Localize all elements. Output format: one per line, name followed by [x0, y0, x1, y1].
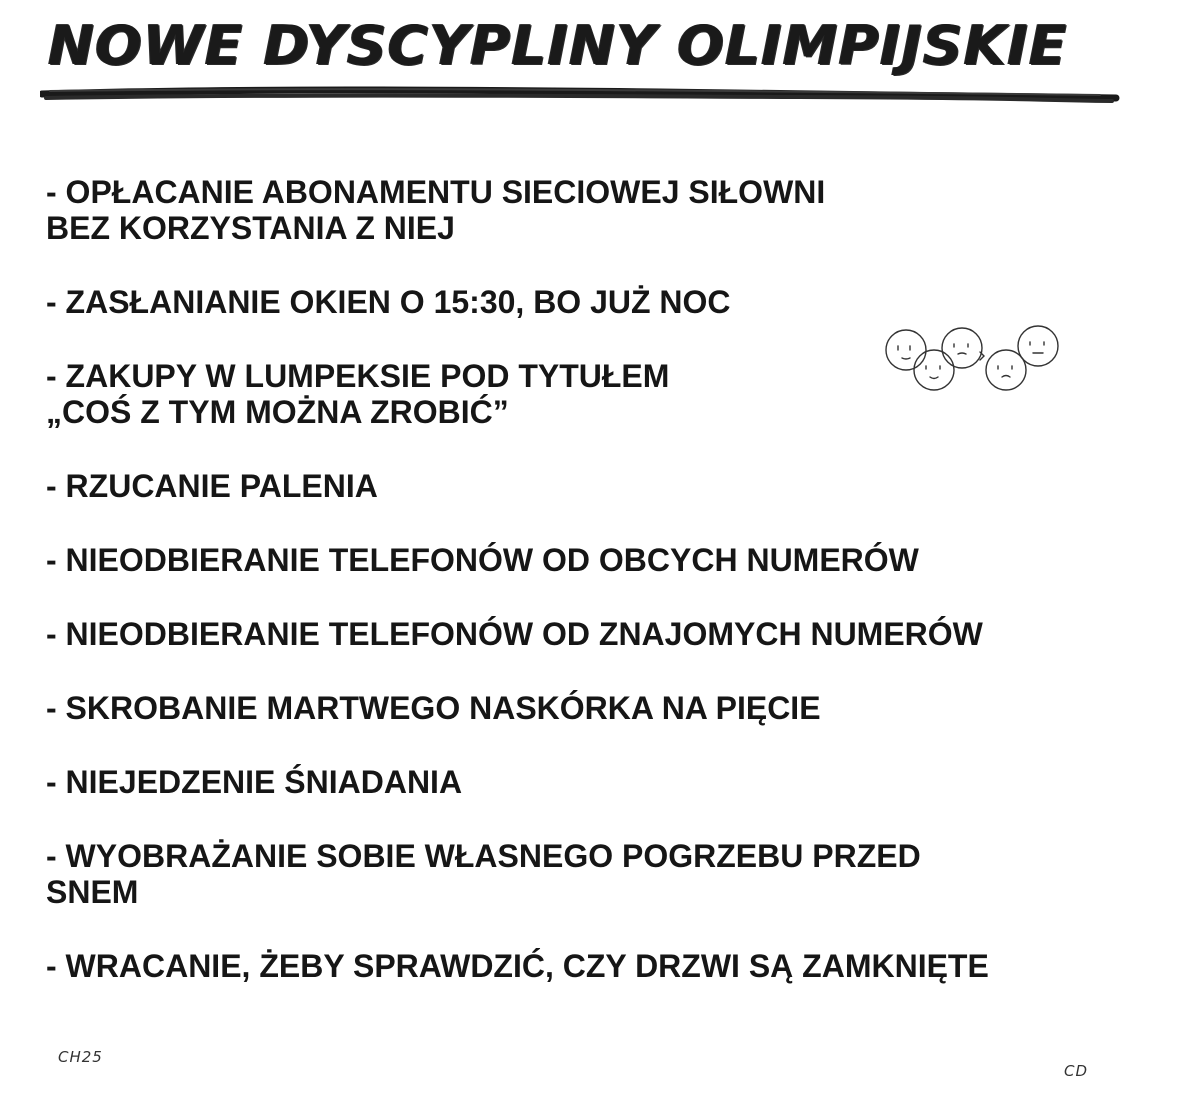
ring-face-icon [942, 328, 982, 368]
page-title: NOWE DYSCYPLINY OLIMPIJSKIE [48, 14, 1068, 77]
list-item: - RZUCANIE PALENIA [46, 468, 378, 504]
title-underline [40, 84, 1120, 108]
list-item: - NIEODBIERANIE TELEFONÓW OD ZNAJOMYCH NUMERÓW [46, 616, 983, 652]
list-item: - ZASŁANIANIE OKIEN O 15:30, BO JUŻ NOC [46, 284, 731, 320]
list-item: - NIEJEDZENIE ŚNIADANIA [46, 764, 463, 800]
list-item: - NIEODBIERANIE TELEFONÓW OD OBCYCH NUMERÓW [46, 542, 919, 578]
list-item: - WYOBRAŻANIE SOBIE WŁASNEGO POGRZEBU PRZED SNEM [46, 838, 921, 910]
disciplines-list [46, 174, 1146, 984]
signature-right: CD [1064, 1062, 1089, 1080]
list-item: - SKROBANIE MARTWEGO NASKÓRKA NA PIĘCIE [46, 690, 821, 726]
ring-face-icon [914, 350, 954, 390]
list-item: - OPŁACANIE ABONAMENTU SIECIOWEJ SIŁOWNI BEZ KORZYSTANIA Z NIEJ [46, 174, 826, 246]
olympic-rings-faces-drawing [880, 322, 1080, 412]
list-item: - ZAKUPY W LUMPEKSIE POD TYTUŁEM „COŚ Z TYM MOŻNA ZROBIĆ” [46, 358, 670, 430]
list-item: - WRACANIE, ŻEBY SPRAWDZIĆ, CZY DRZWI SĄ ZAMKNIĘTE [46, 948, 989, 984]
signature-left: CH25 [58, 1048, 103, 1066]
ring-face-icon [986, 350, 1026, 390]
ring-face-icon [886, 330, 926, 370]
